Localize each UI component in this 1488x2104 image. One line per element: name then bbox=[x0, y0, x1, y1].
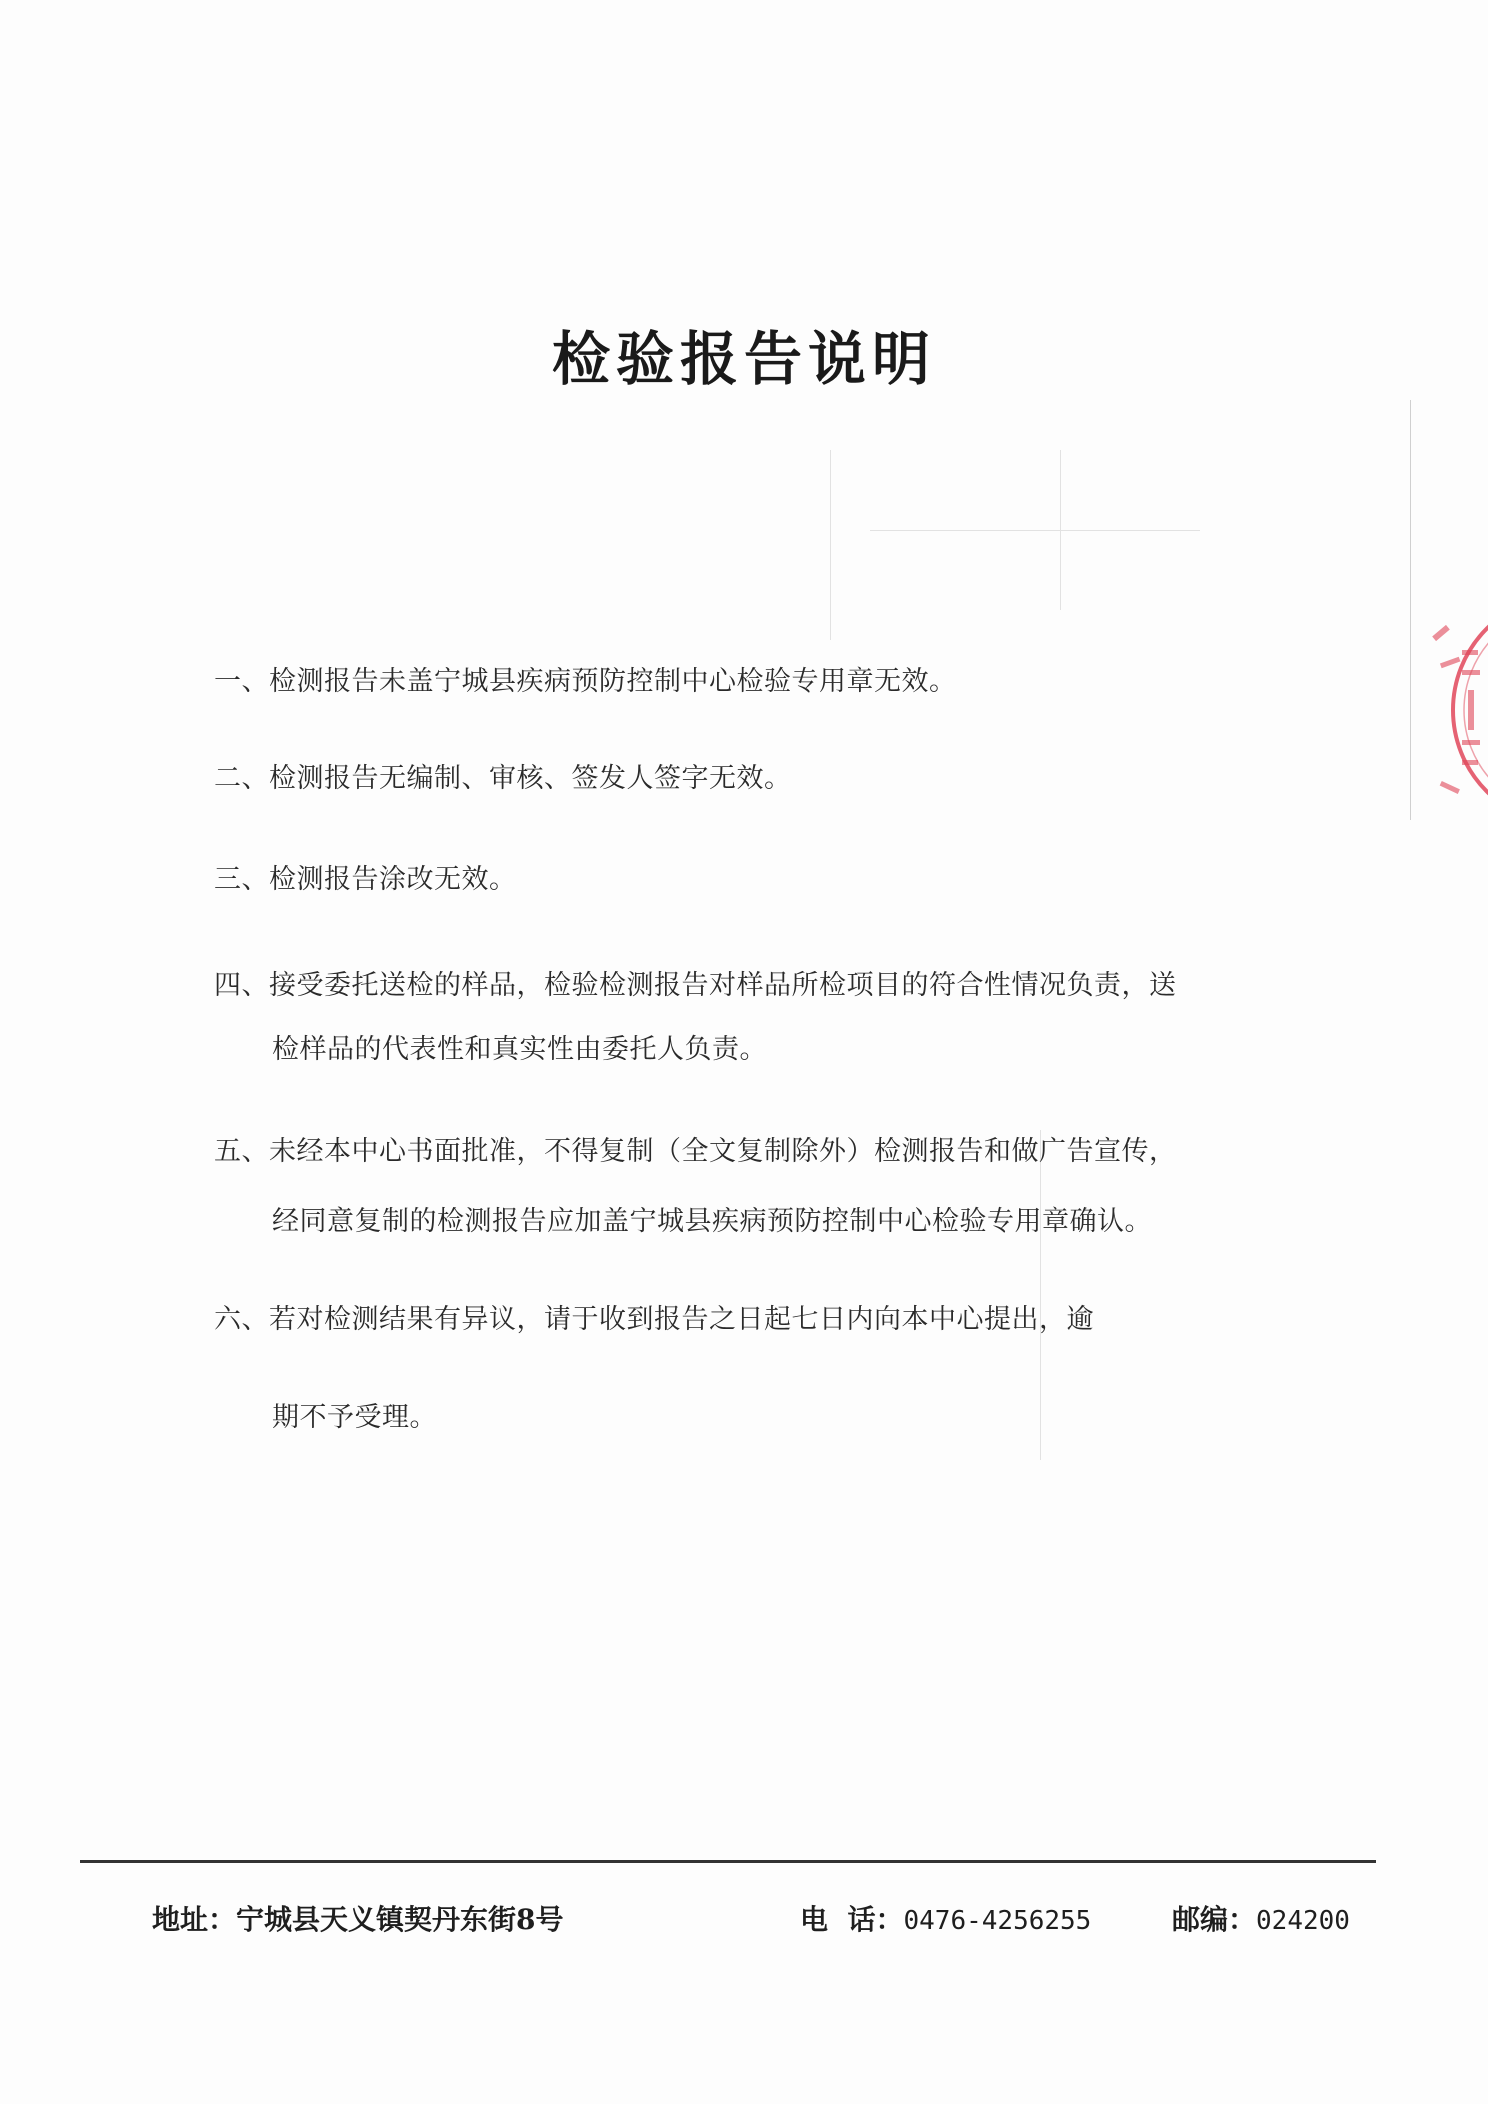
postcode-label: 邮编： bbox=[1172, 1903, 1257, 1936]
postcode-value: 024200 bbox=[1256, 1906, 1350, 1936]
address-value: 宁城县天义镇契丹东街8号 bbox=[236, 1903, 564, 1936]
clause-3 bbox=[214, 866, 517, 893]
clause-text: 未经本中心书面批准，不得复制（全文复制除外）检测报告和做广告宣传， bbox=[269, 1136, 1177, 1167]
clause-text: 接受委托送检的样品，检验检测报告对样品所检项目的符合性情况负责，送 bbox=[269, 970, 1177, 1001]
clause-number: 五、 bbox=[214, 1136, 269, 1167]
clause-number: 六、 bbox=[214, 1304, 269, 1335]
footer-phone bbox=[800, 1898, 1091, 1938]
address-label: 地址： bbox=[152, 1903, 237, 1936]
footer-address bbox=[152, 1898, 564, 1938]
scan-artifact bbox=[870, 530, 1200, 531]
clause-4 bbox=[214, 972, 1177, 999]
phone-value: 0476-4256255 bbox=[903, 1906, 1092, 1936]
clause-2 bbox=[214, 765, 792, 792]
clause-number: 四、 bbox=[214, 970, 269, 1001]
clause-4-continuation: 检样品的代表性和真实性由委托人负责。 bbox=[272, 1034, 767, 1065]
clause-5-continuation: 经同意复制的检测报告应加盖宁城县疾病预防控制中心检验专用章确认。 bbox=[272, 1206, 1152, 1237]
clause-number: 一、 bbox=[214, 666, 269, 697]
clause-text: 检测报告无编制、审核、签发人签字无效。 bbox=[269, 763, 792, 794]
clause-1 bbox=[214, 668, 957, 695]
page-title: 检验报告说明 bbox=[551, 325, 936, 393]
clause-text: 若对检测结果有异议，请于收到报告之日起七日内向本中心提出，逾 bbox=[269, 1304, 1094, 1335]
scan-artifact bbox=[1040, 1130, 1041, 1460]
scan-artifact bbox=[1410, 400, 1411, 820]
clause-number: 三、 bbox=[214, 864, 269, 895]
phone-label: 电 话： bbox=[800, 1903, 904, 1936]
clause-text: 检测报告未盖宁城县疾病预防控制中心检验专用章无效。 bbox=[269, 666, 957, 697]
footer-divider bbox=[80, 1860, 1376, 1863]
clause-text: 检测报告涂改无效。 bbox=[269, 864, 517, 895]
clause-6 bbox=[214, 1306, 1094, 1333]
clause-number: 二、 bbox=[214, 763, 269, 794]
clause-6-continuation: 期不予受理。 bbox=[272, 1402, 437, 1433]
official-seal-fragment bbox=[1418, 590, 1488, 830]
clause-5 bbox=[214, 1138, 1177, 1165]
footer-postcode bbox=[1172, 1898, 1350, 1938]
scan-artifact bbox=[830, 450, 831, 640]
